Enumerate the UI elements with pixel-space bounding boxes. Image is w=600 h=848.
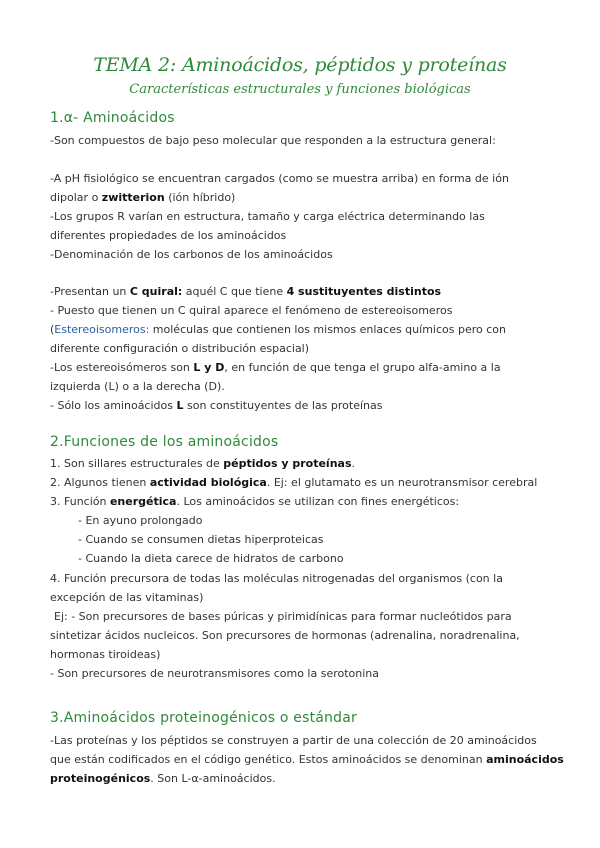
s2-line-7: sintetizar ácidos nucleicos. Son precursores de hormonas (adrenalina, noradrenalina, — [50, 629, 520, 642]
s1-line-7-c: aquél C que tiene — [182, 285, 287, 298]
s3-line-1: -Las proteínas y los péptidos se construyen a partir de una colección de 20 aminoácidos — [50, 734, 537, 747]
s2-line-1 — [50, 457, 355, 471]
s2-line-5: excepción de las vitaminas) — [50, 591, 204, 604]
s2-bullet-3: - Cuando la dieta carece de hidratos de carbono — [78, 552, 344, 565]
c-quiral-term: C quiral: — [129, 285, 183, 298]
estereoisomeros-term: Estereoisomeros: — [54, 323, 150, 336]
proteinogenicos-term: proteinogénicos — [50, 772, 151, 785]
l-y-d-term: L y D — [193, 361, 225, 374]
section-2-heading: 2.Funciones de los aminoácidos — [50, 434, 279, 450]
s1-line-13-c: son constituyentes de las proteínas — [183, 399, 383, 412]
s2-line-1-a: 1. Son sillares estructurales de — [50, 457, 224, 470]
s2-line-3-c: . Los aminoácidos se utilizan con fines energéticos: — [176, 495, 460, 508]
s1-line-3 — [50, 191, 235, 205]
sustituyentes-term: 4 sustituyentes distintos — [286, 285, 442, 298]
s1-line-9 — [50, 323, 506, 337]
section-1-heading: 1.α- Aminoácidos — [50, 110, 175, 126]
page-subtitle: Características estructurales y funciones biológicas — [129, 82, 471, 97]
s1-line-11 — [50, 361, 501, 375]
zwitterion-term: zwitterion — [101, 191, 165, 204]
s1-line-8: - Puesto que tienen un C quiral aparece el fenómeno de estereoisomeros — [50, 304, 453, 317]
aminoacidos-term: aminoácidos — [486, 753, 564, 766]
s1-line-11-a: -Los estereoisómeros son — [50, 361, 194, 374]
s1-line-5: diferentes propiedades de los aminoácidos — [50, 229, 287, 242]
l-term: L — [176, 399, 184, 412]
s1-line-2: -A pH fisiológico se encuentran cargados (como se muestra arriba) en forma de ión — [50, 172, 509, 185]
s2-line-6: Ej: - Son precursores de bases púricas y pirimidínicas para formar nucleótidos para — [54, 610, 512, 623]
s3-line-2-a: que están codificados en el código genético. Estos aminoácidos se denominan — [50, 753, 487, 766]
s2-line-2 — [50, 476, 537, 490]
s1-line-13 — [50, 399, 382, 413]
s3-line-2 — [50, 753, 564, 767]
s1-line-7 — [50, 285, 441, 299]
energetica-term: energética — [109, 495, 177, 508]
peptidos-proteinas-term: péptidos y proteínas — [223, 457, 352, 470]
s2-line-1-c: . — [351, 457, 355, 470]
s1-line-3-a: dipolar o — [50, 191, 102, 204]
s2-line-8: hormonas tiroideas) — [50, 648, 161, 661]
s2-line-4: 4. Función precursora de todas las moléculas nitrogenadas del organismos (con la — [50, 572, 503, 585]
s2-line-3 — [50, 495, 459, 509]
s1-line-6: -Denominación de los carbonos de los aminoácidos — [50, 248, 333, 261]
section-3-heading: 3.Aminoácidos proteinogénicos o estándar — [50, 710, 357, 726]
s1-line-4: -Los grupos R varían en estructura, tamaño y carga eléctrica determinando las — [50, 210, 485, 223]
s2-bullet-1: - En ayuno prolongado — [78, 514, 203, 527]
s1-line-10: diferente configuración o distribución espacial) — [50, 342, 310, 355]
s1-line-13-a: - Sólo los aminoácidos — [50, 399, 177, 412]
s1-line-9-c: moléculas que contienen los mismos enlaces químicos pero con — [149, 323, 506, 336]
s2-bullet-2: - Cuando se consumen dietas hiperproteicas — [78, 533, 324, 546]
s1-line-1: -Son compuestos de bajo peso molecular que responden a la estructura general: — [50, 134, 496, 147]
s3-line-3 — [50, 772, 276, 786]
s3-line-3-b: . Son L-α-aminoácidos. — [150, 772, 276, 785]
actividad-biologica-term: actividad biológica — [149, 476, 267, 489]
s2-line-2-c: . Ej: el glutamato es un neurotransmisor cerebral — [266, 476, 538, 489]
s2-line-3-a: 3. Función — [50, 495, 110, 508]
page-title: TEMA 2: Aminoácidos, péptidos y proteínas — [93, 54, 507, 76]
s1-line-9-a: ( — [50, 323, 55, 336]
s2-line-9: - Son precursores de neurotransmisores como la serotonina — [50, 667, 380, 680]
s1-line-3-c: (ión híbrido) — [164, 191, 236, 204]
s1-line-11-c: , en función de que tenga el grupo alfa-amino a la — [224, 361, 501, 374]
s2-line-2-a: 2. Algunos tienen — [50, 476, 150, 489]
s1-line-7-a: -Presentan un — [50, 285, 130, 298]
s1-line-12: izquierda (L) o a la derecha (D). — [50, 380, 225, 393]
